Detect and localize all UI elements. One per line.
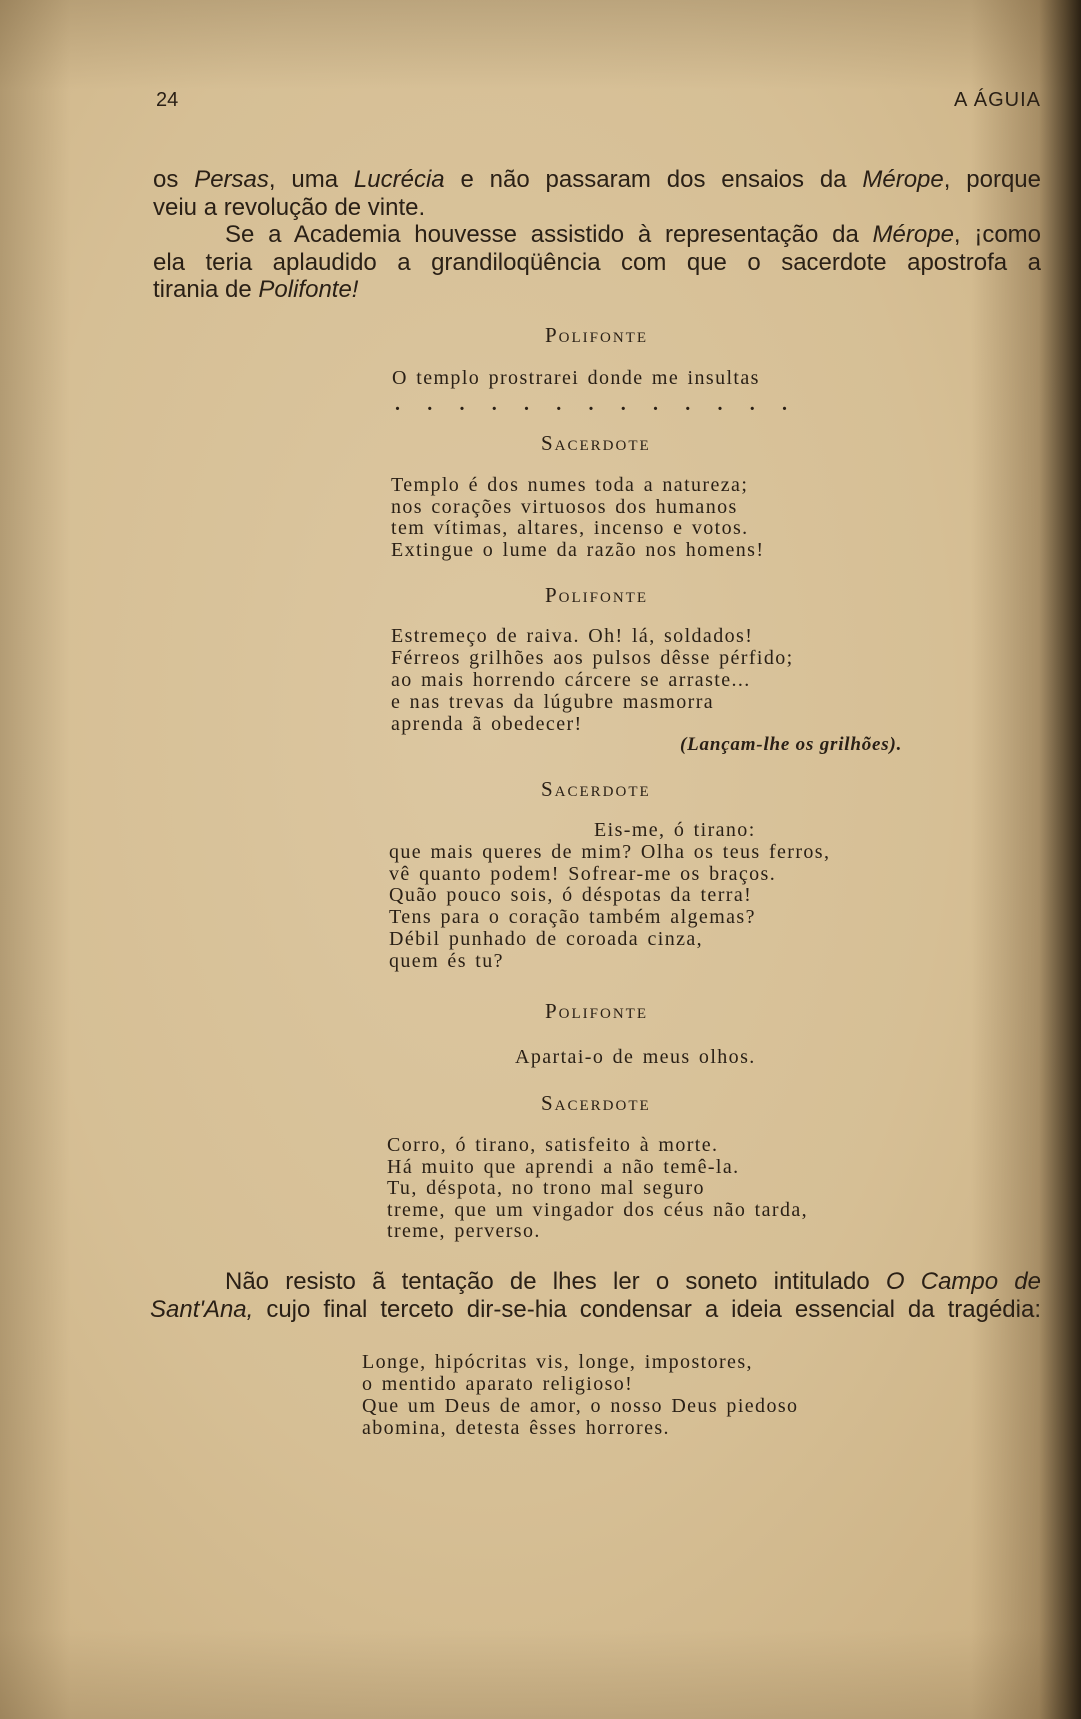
text-run: Se a Academia houvesse assistido à representação da	[225, 221, 873, 249]
verse-line: treme, perverso.	[387, 1220, 541, 1243]
italic-title: Polifonte!	[258, 276, 359, 304]
text-run: os	[153, 166, 195, 193]
speaker-name: Polifonte	[545, 999, 649, 1023]
text-run: , porque	[943, 166, 1041, 193]
verse-line: o mentido aparato religioso!	[362, 1373, 634, 1395]
verse-line: Tu, déspota, no trono mal seguro	[387, 1177, 705, 1200]
text-run: veiu a revolução de vinte.	[153, 193, 426, 221]
verse-line: Extingue o lume da razão nos homens!	[391, 539, 765, 562]
italic-title: Mérope	[862, 166, 944, 193]
text-run: , uma	[268, 166, 354, 193]
speech	[387, 1135, 808, 1243]
intro-paragraphs	[153, 166, 1041, 304]
verse-line: aprenda ã obedecer!	[391, 713, 583, 735]
text-run: Não resisto ã tentação de lhes ler o soneto intitulado	[225, 1268, 886, 1295]
speech	[392, 367, 760, 389]
speaker-name: Sacerdote	[541, 777, 651, 801]
text-line	[153, 276, 1041, 304]
verse-line: quem és tu?	[389, 949, 504, 972]
verse-line: Estremeço de raiva. Oh! lá, soldados!	[391, 625, 754, 647]
italic-title: O Campo de	[885, 1268, 1041, 1295]
italic-title: Lucrécia	[353, 166, 445, 193]
verse-line: Débil punhado de coroada cinza,	[389, 927, 704, 950]
verse-line: Longe, hipócritas vis, longe, impostores,	[362, 1351, 753, 1373]
stage-direction: (Lançam-lhe os grilhões).	[680, 734, 903, 755]
verse-line: Apartai-o de meus olhos.	[515, 1046, 756, 1068]
speaker-name: Sacerdote	[541, 431, 651, 455]
speech	[515, 1046, 756, 1068]
speech	[389, 820, 830, 973]
verse-line: Que um Deus de amor, o nosso Deus piedoso	[362, 1395, 799, 1417]
quoted-verse	[362, 1351, 798, 1439]
text-line	[150, 1296, 1041, 1324]
verse-line: que mais queres de mim? Olha os teus ferros,	[389, 840, 831, 863]
verse-line: vê quanto podem! Sofrear-me os braços.	[389, 862, 777, 885]
verse-line: abomina, detesta êsses horrores.	[362, 1417, 670, 1439]
verse-line: treme, que um vingador dos céus não tarda,	[387, 1198, 809, 1221]
verse-line: Corro, ó tirano, satisfeito à morte.	[387, 1134, 719, 1156]
speech	[391, 625, 794, 735]
text-line	[153, 166, 1041, 194]
speaker-name: Polifonte	[545, 323, 649, 347]
italic-title: Mérope	[872, 221, 954, 249]
running-head: A ÁGUIA	[953, 89, 1041, 111]
verse-line: e nas trevas da lúgubre masmorra	[391, 691, 715, 713]
verse-line: Eis-me, ó tirano:	[594, 819, 756, 841]
text-line	[150, 1268, 1041, 1296]
text-run: , ¡como	[953, 221, 1041, 249]
text-run: ela teria aplaudido a grandiloqüência com que o sacerdote apostrofa a	[153, 248, 1041, 276]
verse-line: O templo prostrarei donde me insultas	[392, 367, 760, 389]
text-run: tirania de	[153, 276, 259, 304]
speaker-name: Polifonte	[545, 583, 649, 607]
page-number: 24	[156, 89, 179, 111]
verse-line: nos corações virtuosos dos humanos	[391, 495, 738, 518]
verse-line: Férreos grilhões aos pulsos dêsse pérfido;	[391, 647, 794, 669]
verse-line: Quão pouco sois, ó déspotas da terra!	[389, 884, 753, 907]
text-line	[153, 249, 1041, 277]
verse-line: Templo é dos numes toda a natureza;	[391, 474, 749, 496]
verse-line: Tens para o coração também algemas?	[389, 906, 756, 929]
text-line	[153, 221, 1041, 249]
speaker-name: Sacerdote	[541, 1091, 651, 1115]
closing-paragraph	[150, 1268, 1041, 1324]
verse-line: tem vítimas, altares, incenso e votos.	[391, 517, 749, 540]
ellipsis-dots: . . . . . . . . . . . . .	[395, 393, 787, 415]
speech	[391, 475, 764, 562]
verse-line: Há muito que aprendi a não temê-la.	[387, 1155, 740, 1178]
text-run: cujo final terceto dir-se-hia condensar a ideia essencial da tragédia:	[253, 1296, 1041, 1323]
text-run: e não passaram dos ensaios da	[444, 166, 863, 193]
text-line	[153, 194, 1041, 222]
verse-line: ao mais horrendo cárcere se arraste...	[391, 669, 751, 691]
italic-title: Persas	[194, 166, 269, 193]
italic-title: Sant'Ana,	[150, 1296, 254, 1323]
